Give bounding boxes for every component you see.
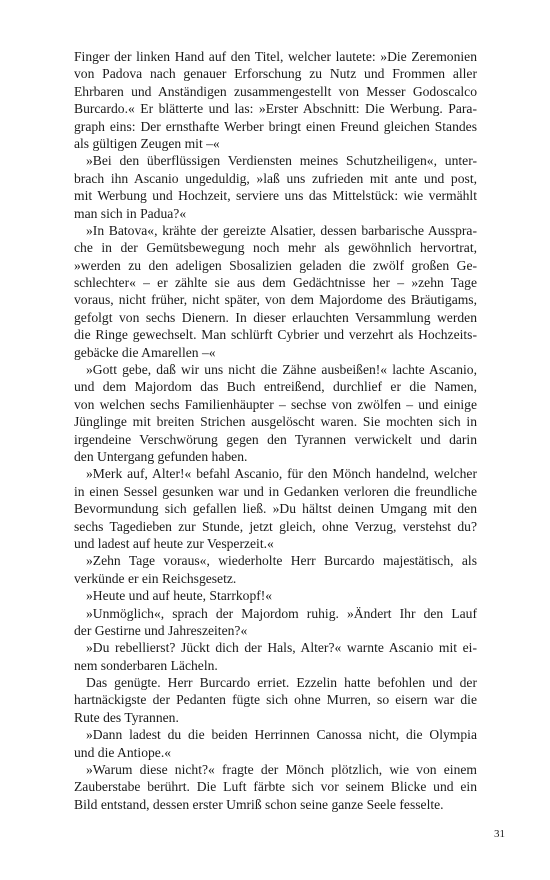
text-line: hartnäckigste der Pedanten fügte sich ohne Murren, so eisern war die <box>74 692 477 708</box>
text-line: »werden zu den adeligen Sbosalizien geladen die zwölf großen Ge- <box>74 257 477 273</box>
text-line: und die Antiope.« <box>74 744 172 760</box>
text-line: gefolgt von sechs Dienern. In dieser erlauchten Versammlung werden <box>74 309 477 325</box>
text-line: von welchen sechs Familienhäupter – sechse von zwölfen – und einige <box>74 396 477 412</box>
text-line: graph eins: Der ernsthafte Werber bringt einen Freund gleichen Standes <box>74 118 477 134</box>
text-line: Bevormundung sich gefallen ließ. »Du hältst deinen Umgang mit den <box>74 501 477 517</box>
text-line: Bild entstand, dessen erster Umriß schon seine ganze Seele fesselte. <box>74 796 444 812</box>
text-line: »Gott gebe, daß wir uns nicht die Zähne ausbeißen!« lachte Ascanio, <box>86 362 477 378</box>
text-line: schlechter« – er zählte sie aus dem Gedächtnisse her – »zehn Tage <box>74 275 477 291</box>
text-line: »Zehn Tage voraus«, wiederholte Herr Burcardo majestätisch, als <box>86 553 477 569</box>
text-line: nem sonderbaren Lächeln. <box>74 657 218 673</box>
page-number: 31 <box>494 828 505 840</box>
text-line: verkünde er ein Reichsgesetz. <box>74 570 237 586</box>
text-line: »Heute und auf heute, Starrkopf!« <box>86 588 273 604</box>
text-line: man sich in Padua?« <box>74 205 187 221</box>
text-line: sechs Tagedieben zur Stunde, jetzt gleich, ohne Verzug, verstehst du? <box>74 518 477 534</box>
text-line: Rute des Tyrannen. <box>74 709 179 725</box>
text-line: »Unmöglich«, sprach der Majordom ruhig. »Ändert Ihr den Lauf <box>86 605 477 621</box>
text-line: irgendeine Verschwörung gegen den Tyrannen verwickelt und darin <box>74 431 477 447</box>
text-line: den Untergang gefunden haben. <box>74 448 248 464</box>
text-line: »Warum diese nicht?« fragte der Mönch plötzlich, wie von einem <box>86 762 477 778</box>
text-line: und ladest auf heute zur Vesperzeit.« <box>74 535 274 551</box>
text-line: in einen Sessel gesunken war und in Gedanken verloren die freundliche <box>74 483 477 499</box>
text-line: gebäcke die Amarellen –« <box>74 344 216 360</box>
text-line: voraus, nicht früher, nicht später, von dem Majordome des Bräutigams, <box>74 292 477 308</box>
text-line: als gültigen Zeugen mit –« <box>74 135 220 151</box>
body-text <box>74 48 477 813</box>
text-line: und dem Majordom das Buch entreißend, durchlief er die Namen, <box>74 379 477 395</box>
text-line: der Gestirne und Jahreszeiten?« <box>74 622 248 638</box>
text-line: »Bei den überflüssigen Verdiensten meines Schutzheiligen«, unter- <box>86 153 477 169</box>
text-line: von Padova nach genauer Erforschung zu Nutz und Frommen aller <box>74 66 477 82</box>
text-line: »Dann ladest du die beiden Herrinnen Canossa nicht, die Olympia <box>86 727 477 743</box>
text-line: Finger der linken Hand auf den Titel, welcher lautete: »Die Zeremonien <box>74 49 477 64</box>
text-line: Burcardo.« Er blätterte und las: »Erster Abschnitt: Die Werbung. Para- <box>74 101 477 117</box>
text-line: die Ringe gewechselt. Man schlürft Cybrier und verzehrt als Hochzeits- <box>74 327 477 343</box>
text-line: che in der Gemütsbewegung noch mehr als gewöhnlich hervortrat, <box>74 240 477 256</box>
text-line: »Du rebellierst? Jückt dich der Hals, Alter?« warnte Ascanio mit ei- <box>86 640 477 656</box>
text-line: »In Batova«, krähte der gereizte Alsatier, dessen barbarische Ausspra- <box>86 222 477 238</box>
text-line: brach ihn Ascanio ungeduldig, »laß uns zufrieden mit ante und post, <box>74 170 477 186</box>
text-line: mit Werbung und Hochzeit, serviere uns das Mittelstück: wie vermählt <box>74 188 477 204</box>
text-line: Ehrbaren und Anständigen zusammengestellt von Messer Godoscalco <box>74 83 477 99</box>
text-line: Jünglinge mit breiten Strichen ausgelöscht waren. Sie mochten sich in <box>74 414 477 430</box>
text-line: Das genügte. Herr Burcardo erriet. Ezzelin hatte befohlen und der <box>86 675 477 691</box>
text-line: Zauberstabe berührt. Die Luft färbte sich vor seinem Blicke und ein <box>74 779 477 795</box>
text-line: »Merk auf, Alter!« befahl Ascanio, für den Mönch handelnd, welcher <box>86 466 477 482</box>
